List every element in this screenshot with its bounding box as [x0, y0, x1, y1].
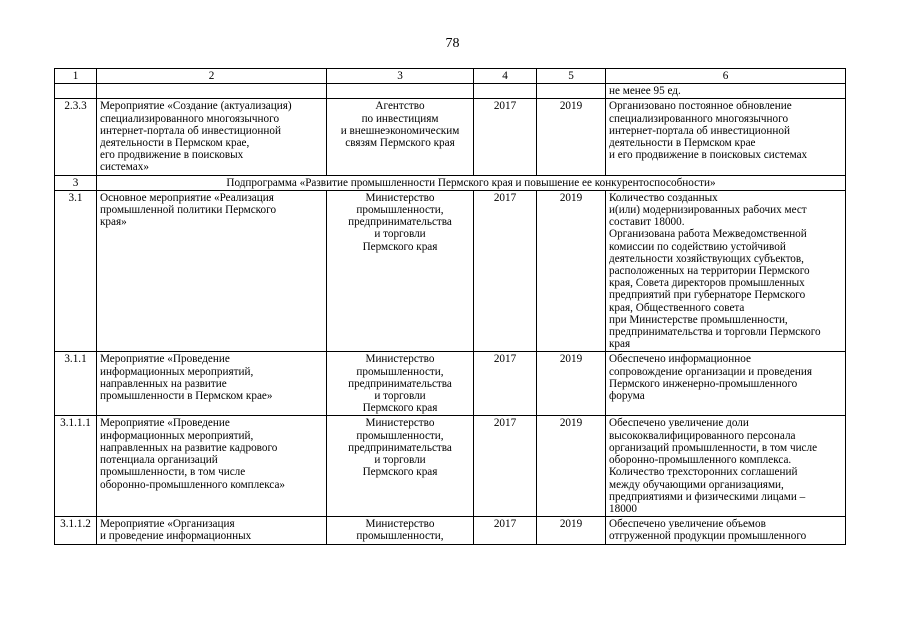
- event-line: Мероприятие «Проведение: [100, 353, 230, 366]
- event-line: и проведение информационных: [100, 530, 252, 543]
- event-cell: [97, 190, 327, 352]
- table-row: [55, 190, 846, 352]
- table-row-continuation: [55, 84, 846, 99]
- event-line: интернет-портала об инвестиционной: [100, 124, 281, 137]
- executor-line: Пермского края: [362, 466, 438, 479]
- end-year-cell: 2019: [537, 352, 606, 416]
- result-line: предпринимательства и торговли Пермского: [609, 326, 821, 339]
- result-line: края, Общественного совета: [609, 301, 745, 314]
- event-line: потенциала организаций: [100, 454, 218, 467]
- result-line: предприятий при губернаторе Пермского: [609, 289, 806, 302]
- result-line: организаций промышленности, в том числе: [609, 441, 818, 454]
- result-line: края: [609, 338, 631, 351]
- empty-cell: [327, 84, 474, 99]
- table-row-subprogram: [55, 175, 846, 190]
- executor-line: Пермского края: [362, 240, 438, 253]
- result-line: высококвалифицированного персонала: [609, 429, 796, 442]
- event-line: системах»: [100, 161, 149, 174]
- event-line: промышленности в Пермском крае»: [100, 390, 273, 403]
- result-line: и(или) модернизированных рабочих мест: [609, 204, 807, 217]
- start-year-cell: 2017: [474, 517, 537, 544]
- event-line: края»: [100, 216, 127, 229]
- event-cell: [97, 416, 327, 517]
- header-cell: 4: [474, 69, 537, 84]
- executor-line: Агентство: [375, 100, 425, 113]
- result-line: форума: [609, 390, 645, 403]
- event-line: промышленной политики Пермского: [100, 204, 277, 217]
- result-line: Обеспечено увеличение объемов: [609, 518, 766, 531]
- result-cell: [606, 352, 846, 416]
- event-line: Мероприятие «Организация: [100, 518, 235, 531]
- result-cell: [606, 99, 846, 175]
- end-year-cell: 2019: [537, 416, 606, 517]
- header-cell: 1: [55, 69, 97, 84]
- executor-cell: [327, 190, 474, 352]
- empty-cell: [97, 84, 327, 99]
- event-line: оборонно-промышленного комплекса»: [100, 478, 286, 491]
- result-line: Организовано постоянное обновление: [609, 100, 792, 113]
- executor-line: Министерство: [365, 191, 435, 204]
- event-line: информационных мероприятий,: [100, 365, 254, 378]
- table-row: [55, 517, 846, 544]
- result-line: расположенных на территории Пермского: [609, 265, 810, 278]
- executor-cell: [327, 416, 474, 517]
- result-line: отгруженной продукции промышленного: [609, 530, 807, 543]
- start-year-cell: 2017: [474, 416, 537, 517]
- table-row: [55, 416, 846, 517]
- result-line: Организована работа Межведомственной: [609, 228, 807, 241]
- start-year-cell: 2017: [474, 99, 537, 175]
- result-line: предприятиями и физическими лицами –: [609, 490, 806, 503]
- header-cell: 6: [606, 69, 846, 84]
- result-line: Количество созданных: [609, 191, 718, 204]
- header-cell: 3: [327, 69, 474, 84]
- executor-line: предпринимательства: [348, 441, 452, 454]
- result-line: деятельности хозяйствующих субъектов,: [609, 252, 804, 265]
- empty-cell: [474, 84, 537, 99]
- result-line: деятельности в Пермском крае: [609, 137, 756, 150]
- executor-line: и торговли: [374, 228, 426, 241]
- executor-cell: [327, 517, 474, 544]
- row-number-cell: 3.1.1.1: [55, 416, 97, 517]
- result-cell: [606, 416, 846, 517]
- row-number-cell: 2.3.3: [55, 99, 97, 175]
- result-line: не менее 95 ед.: [609, 85, 681, 98]
- empty-cell: [55, 84, 97, 99]
- event-line: деятельности в Пермском крае,: [100, 137, 250, 150]
- executor-line: Министерство: [365, 518, 435, 531]
- result-line: при Министерстве промышленности,: [609, 313, 788, 326]
- start-year-cell: 2017: [474, 352, 537, 416]
- event-cell: [97, 99, 327, 175]
- event-line: информационных мероприятий,: [100, 429, 254, 442]
- executor-line: промышленности,: [356, 530, 444, 543]
- header-cell: 5: [537, 69, 606, 84]
- program-table: [54, 68, 846, 545]
- executor-line: по инвестициям: [361, 112, 439, 125]
- executor-line: и торговли: [374, 390, 426, 403]
- start-year-cell: 2017: [474, 190, 537, 352]
- result-line: интернет-портала об инвестиционной: [609, 124, 790, 137]
- event-line: Мероприятие «Создание (актуализация): [100, 100, 292, 113]
- result-line: специализированного многоязычного: [609, 112, 789, 125]
- executor-line: Министерство: [365, 417, 435, 430]
- executor-line: предпринимательства: [348, 377, 452, 390]
- result-cell: [606, 517, 846, 544]
- table-row: [55, 99, 846, 175]
- executor-line: предпринимательства: [348, 216, 452, 229]
- event-cell: [97, 517, 327, 544]
- executor-cell: [327, 352, 474, 416]
- empty-cell: [537, 84, 606, 99]
- end-year-cell: 2019: [537, 517, 606, 544]
- result-line: сопровождение организации и проведения: [609, 365, 813, 378]
- executor-line: Министерство: [365, 353, 435, 366]
- result-line: Обеспечено увеличение доли: [609, 417, 749, 430]
- row-number-cell: 3.1: [55, 190, 97, 352]
- event-line: его продвижение в поисковых: [100, 149, 244, 162]
- result-cell: [606, 84, 846, 99]
- result-line: между обучающими организациями,: [609, 478, 784, 491]
- executor-line: и внешнеэкономическим: [340, 124, 460, 137]
- result-line: комиссии по содействию устойчивой: [609, 240, 786, 253]
- executor-line: промышленности,: [356, 365, 444, 378]
- result-line: 18000: [609, 502, 637, 515]
- event-line: промышленности, в том числе: [100, 466, 246, 479]
- page-number: 78: [445, 36, 460, 51]
- result-line: оборонно-промышленного комплекса.: [609, 454, 792, 467]
- executor-cell: [327, 99, 474, 175]
- result-line: края, Совета директоров промышленных: [609, 277, 805, 290]
- executor-line: промышленности,: [356, 204, 444, 217]
- event-line: направленных на развитие: [100, 377, 227, 390]
- row-number-cell: 3.1.1: [55, 352, 97, 416]
- result-line: Количество трехсторонних соглашений: [609, 466, 798, 479]
- table-row: [55, 352, 846, 416]
- header-cell: 2: [97, 69, 327, 84]
- event-line: направленных на развитие кадрового: [100, 441, 278, 454]
- event-line: Основное мероприятие «Реализация: [100, 191, 274, 204]
- result-line: и его продвижение в поисковых системах: [609, 149, 808, 162]
- result-cell: [606, 190, 846, 352]
- event-cell: [97, 352, 327, 416]
- header-row: [55, 69, 846, 84]
- end-year-cell: 2019: [537, 99, 606, 175]
- end-year-cell: 2019: [537, 190, 606, 352]
- result-line: Пермского инженерно-промышленного: [609, 377, 798, 390]
- row-number-cell: 3: [55, 175, 97, 190]
- event-line: Мероприятие «Проведение: [100, 417, 230, 430]
- result-line: Обеспечено информационное: [609, 353, 751, 366]
- executor-line: промышленности,: [356, 429, 444, 442]
- executor-line: связям Пермского края: [345, 137, 455, 150]
- result-line: составит 18000.: [609, 216, 685, 229]
- event-line: специализированного многоязычного: [100, 112, 280, 125]
- subprogram-title: Подпрограмма «Развитие промышленности Пермского края и повышение ее конкурентоспособности»: [97, 175, 846, 190]
- row-number-cell: 3.1.1.2: [55, 517, 97, 544]
- executor-line: и торговли: [374, 454, 426, 467]
- executor-line: Пермского края: [362, 402, 438, 415]
